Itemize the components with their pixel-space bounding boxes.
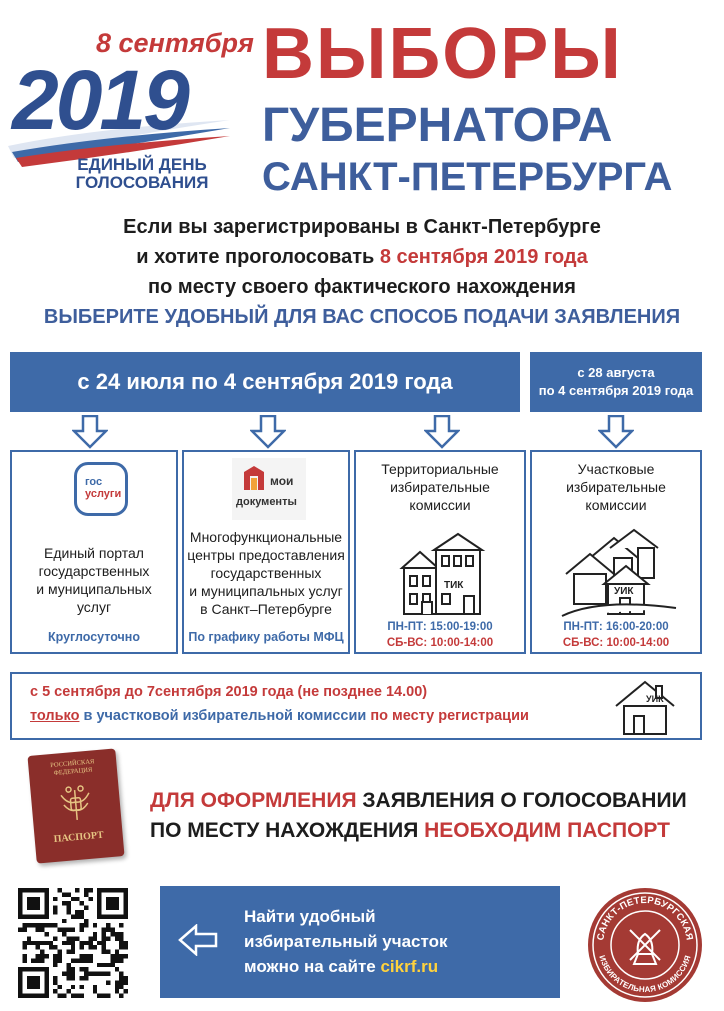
website-line3 (244, 954, 448, 979)
card-line: услуг (76, 599, 112, 615)
passport-note-line1-black: ЗАЯВЛЕНИЯ О ГОЛОСОВАНИИ (356, 789, 687, 812)
card-line: Участковые (577, 461, 655, 477)
moi-dokumenty-line1: мои (270, 474, 294, 488)
website-link[interactable]: cikrf.ru (380, 957, 439, 976)
building-icon (398, 528, 488, 616)
card-line: государственных (210, 565, 322, 581)
down-arrow-icon (598, 415, 634, 449)
down-arrow-icon (424, 415, 460, 449)
logo-subtitle (52, 156, 232, 192)
late-period-end: по месту регистрации (370, 708, 529, 724)
gosuslugi-logo-line1: гос (85, 476, 103, 488)
passport-cover-top1: РОССИЙСКАЯ (49, 758, 95, 770)
intro-line1: Если вы зарегистрированы в Санкт-Петербурге (123, 216, 601, 238)
late-period-line2 (30, 708, 529, 724)
intro-line4: ВЫБЕРИТЕ УДОБНЫЙ ДЛЯ ВАС СПОСОБ ПОДАЧИ ЗАЯВЛЕНИЯ (43, 306, 681, 328)
card-uik-text (532, 460, 700, 514)
moi-dokumenty-mark-icon (242, 464, 266, 492)
passport-note-line2 (150, 816, 687, 846)
gosuslugi-logo (74, 462, 128, 516)
passport-note-line2-red: НЕОБХОДИМ ПАСПОРТ (424, 819, 670, 842)
card-uik-weekend (532, 636, 700, 650)
passport-note-line1-red: ДЛЯ ОФОРМЛЕНИЯ (150, 789, 357, 812)
left-arrow-icon (178, 924, 218, 956)
period-side-line1: с 28 августа (577, 365, 655, 381)
card-uik-weekdays-text: ПН-ПТ: 16:00-20:00 (563, 621, 669, 633)
logo-subtitle-line2: ГОЛОСОВАНИЯ (75, 172, 209, 192)
passport-cover-top (28, 756, 117, 780)
logo-subtitle-line1: ЕДИНЫЙ ДЕНЬ (77, 155, 207, 174)
house-icon (610, 678, 680, 736)
logo-year: 2019 (12, 53, 187, 147)
card-gosuslugi-text (12, 544, 176, 616)
passport-note (150, 786, 687, 846)
building-label: ТИК (444, 580, 464, 591)
late-period-mid: в участковой избирательной комиссии (79, 708, 371, 724)
card-tik (354, 450, 526, 654)
intro-text (0, 212, 724, 332)
election-commission-seal (586, 886, 704, 1004)
down-arrow-icon (72, 415, 108, 449)
website-text (244, 904, 448, 979)
passport-note-line1 (150, 786, 687, 816)
card-line: центры предоставления (187, 547, 345, 563)
website-line3-start: можно на сайте (244, 957, 381, 976)
website-line2: избирательный участок (244, 932, 448, 951)
house-label: УИК (646, 694, 664, 704)
card-tik-text (356, 460, 524, 514)
card-line: Территориальные (381, 461, 499, 477)
website-box[interactable] (160, 886, 560, 998)
website-line1: Найти удобный (244, 907, 376, 926)
card-line: комиссии (585, 497, 647, 513)
passport-note-line2-black: ПО МЕСТУ НАХОЖДЕНИЯ (150, 819, 425, 842)
card-line: Единый портал (44, 545, 144, 561)
card-tik-weekend (356, 636, 524, 650)
page-title-line2: ГУБЕРНАТОРА (262, 99, 613, 152)
intro-line2 (0, 242, 724, 272)
card-line: комиссии (409, 497, 471, 513)
moi-dokumenty-line2: документы (236, 496, 297, 508)
card-mfc-text (184, 528, 348, 618)
building-label: УИК (614, 586, 634, 597)
card-line: и муниципальных услуг (189, 583, 343, 599)
coat-of-arms-icon (56, 783, 95, 826)
passport-cover-bottom: ПАСПОРТ (53, 829, 105, 846)
card-line: избирательные (390, 479, 490, 495)
period-side-bar (530, 352, 702, 412)
passport-image (27, 748, 124, 863)
page-title-line3: САНКТ-ПЕТЕРБУРГА (262, 155, 673, 199)
card-mfc-hours: По графику работы МФЦ (188, 630, 344, 644)
page-title-line1: ВЫБОРЫ (262, 14, 623, 94)
late-period-line1: с 5 сентября до 7сентября 2019 года (не позднее 14.00) (30, 684, 428, 700)
card-tik-weekdays-text: ПН-ПТ: 15:00-19:00 (387, 621, 493, 633)
intro-line3: по месту своего фактического нахождения (148, 276, 576, 298)
down-arrow-icon (250, 415, 286, 449)
late-period-box (10, 672, 702, 740)
seal-bottom-text: ИЗБИРАТЕЛЬНАЯ КОМИССИЯ (597, 954, 693, 995)
card-line: избирательные (566, 479, 666, 495)
card-uik-weekdays (532, 620, 700, 634)
card-line: государственных (38, 563, 150, 579)
card-gosuslugi (10, 450, 178, 654)
seal-top-text: САНКТ-ПЕТЕРБУРГСКАЯ (595, 894, 695, 942)
card-line: и муниципальных (36, 581, 152, 597)
card-mfc (182, 450, 350, 654)
intro-line2-start: и хотите проголосовать (136, 246, 380, 268)
gosuslugi-logo-line2: услуги (85, 488, 122, 500)
qr-code-icon[interactable] (18, 888, 128, 998)
late-period-only: только (30, 708, 80, 724)
period-main-bar: с 24 июля по 4 сентября 2019 года (10, 352, 520, 412)
card-line: Многофункциональные (189, 529, 343, 545)
houses-icon (560, 528, 678, 620)
card-gosuslugi-hours: Круглосуточно (48, 630, 140, 644)
card-line: в Санкт–Петербурге (200, 601, 332, 617)
moi-dokumenty-logo (232, 458, 306, 520)
period-side-line2: по 4 сентября 2019 года (538, 383, 694, 398)
intro-line2-date: 8 сентября 2019 года (379, 246, 588, 268)
card-uik (530, 450, 702, 654)
card-tik-weekdays (356, 620, 524, 634)
card-uik-weekend-text: СБ-ВС: 10:00-14:00 (562, 637, 670, 649)
logo-date: 8 сентября (96, 28, 254, 58)
card-tik-weekend-text: СБ-ВС: 10:00-14:00 (386, 637, 494, 649)
passport-cover-top2: ФЕДЕРАЦИЯ (53, 766, 93, 777)
